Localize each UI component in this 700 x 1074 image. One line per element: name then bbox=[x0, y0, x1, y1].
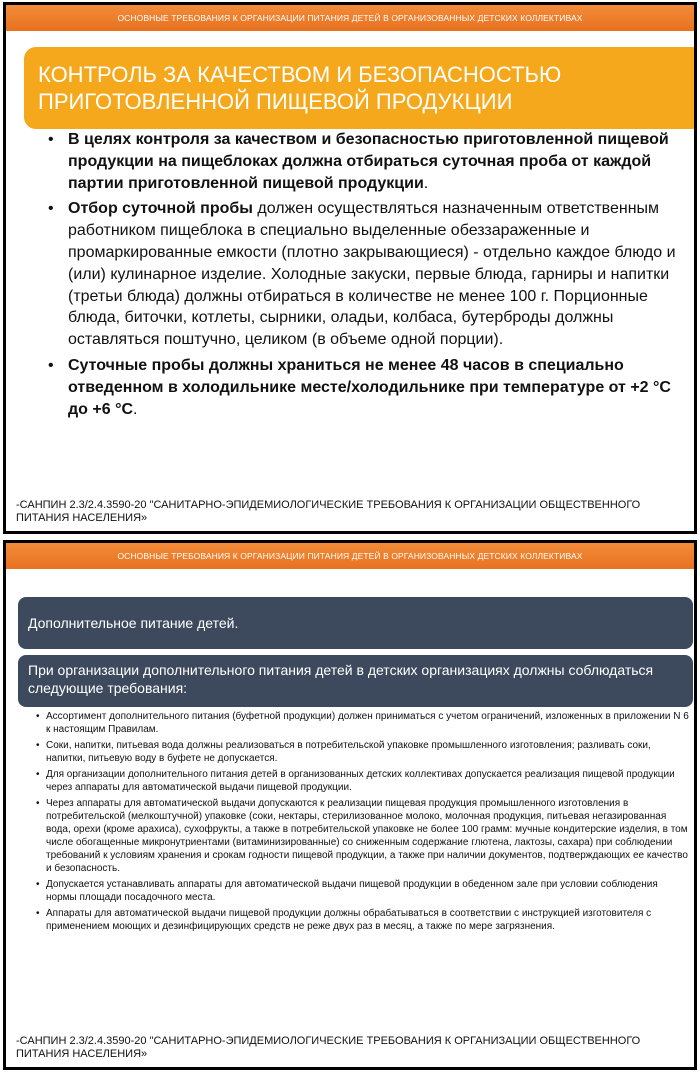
bullet-icon: • bbox=[36, 908, 40, 919]
list-item bbox=[36, 710, 691, 736]
bullet-text: Соки, напитки, питьевая вода должны реализоваться в потребительской упаковке промышленного изготовления; разливать соки, напитки, питьевую воду в буфете не допускается. bbox=[46, 740, 651, 764]
slide-food-quality-control bbox=[3, 2, 697, 534]
list-item bbox=[36, 739, 691, 765]
bullet-bold-text: Суточные пробы должны храниться не менее 48 часов в специально отведенном в холодильнике месте/холодильнике при температуре от +2 °С до +6 °С bbox=[68, 356, 671, 418]
bullet-text: . bbox=[133, 400, 138, 418]
slide-title-box: Дополнительное питание детей. bbox=[18, 597, 693, 649]
bullet-text: Через аппараты для автоматической выдачи допускаются к реализации пищевая продукция промышленного изготовления в потребительской (мелкоштучной) упаковке (соки, нектары, стерилизованное молоко, молочная продукция, питьевая негазированная вода, орехи (кроме арахиса), сухофрукты, а также в потребительской упаковке не более 100 грамм: мучные кондитерские изделия, в том числе обогащенные микронутриентами (витаминизированные) со сниженным содержание глютена, лактозы, сахара) при соблюдении требований к условиям хранения и срокам годности пищевой продукции, а также при наличии документов, подтверждающих ее качество и безопасность. bbox=[46, 798, 688, 874]
bullet-icon: • bbox=[36, 740, 40, 751]
bullet-icon: • bbox=[48, 356, 54, 374]
bullet-text: Для организации дополнительного питания детей в организованных детских коллективах допускается реализация пищевой продукции через аппараты для автоматической выдачи пищевой продукции. bbox=[46, 769, 675, 793]
title-line-2: ПРИГОТОВЛЕННОЙ ПИЩЕВОЙ ПРОДУКЦИИ bbox=[38, 89, 513, 114]
bullet-bold-text: В целях контроля за качеством и безопасностью приготовленной пищевой продукции на пищеблоках должна отбираться суточная проба от каждой партии приготовленной пищевой продукции bbox=[68, 131, 669, 192]
list-item bbox=[46, 129, 688, 194]
list-item bbox=[46, 198, 688, 351]
bullet-icon: • bbox=[48, 200, 54, 218]
slide-header: ОСНОВНЫЕ ТРЕБОВАНИЯ К ОРГАНИЗАЦИИ ПИТАНИЯ ДЕТЕЙ В ОРГАНИЗОВАННЫХ ДЕТСКИХ КОЛЛЕКТИВАХ bbox=[6, 5, 694, 31]
bullet-list bbox=[46, 129, 688, 424]
bullet-list bbox=[36, 710, 691, 936]
bullet-text: Ассортимент дополнительного питания (буфетной продукции) должен приниматься с учетом ограничений, изложенных в приложении N 6 к настоящим Правилам. bbox=[46, 711, 689, 735]
bullet-text: Допускается устанавливать аппараты для автоматической выдачи пищевой продукции в обеденном зале при условии соблюдения нормы площади посадочного места. bbox=[46, 879, 658, 903]
source-citation: -САНПИН 2.3/2.4.3590-20 "САНИТАРНО-ЭПИДЕМИОЛОГИЧЕСКИЕ ТРЕБОВАНИЯ К ОРГАНИЗАЦИИ ОБЩЕСТВЕННОГО ПИТАНИЯ НАСЕЛЕНИЯ» bbox=[16, 1035, 641, 1060]
bullet-bold-text: Отбор суточной пробы bbox=[68, 200, 253, 218]
list-item bbox=[36, 907, 691, 933]
list-item bbox=[36, 768, 691, 794]
bullet-icon: • bbox=[36, 879, 40, 890]
bullet-icon: • bbox=[36, 769, 40, 780]
title-line-1: КОНТРОЛЬ ЗА КАЧЕСТВОМ И БЕЗОПАСНОСТЬЮ bbox=[38, 62, 562, 87]
slide-header: ОСНОВНЫЕ ТРЕБОВАНИЯ К ОРГАНИЗАЦИИ ПИТАНИЯ ДЕТЕЙ В ОРГАНИЗОВАННЫХ ДЕТСКИХ КОЛЛЕКТИВАХ bbox=[6, 543, 694, 569]
source-citation: -САНПИН 2.3/2.4.3590-20 "САНИТАРНО-ЭПИДЕМИОЛОГИЧЕСКИЕ ТРЕБОВАНИЯ К ОРГАНИЗАЦИИ ОБЩЕСТВЕННОГО ПИТАНИЯ НАСЕЛЕНИЯ» bbox=[16, 499, 641, 524]
bullet-icon: • bbox=[36, 798, 40, 809]
list-item bbox=[36, 797, 691, 875]
list-item bbox=[36, 878, 691, 904]
bullet-text: должен осуществляться назначенным ответственным работником пищеблока в специально выделенные обеззараженные и промаркированные емкости (плотно закрывающиеся) - отдельно каждое блюдо и (или) кулинарное изделие. Холодные закуски, первые блюда, гарниры и напитки (третьи блюда) должны отбираться в количестве не менее 100 г. Порционные блюда, биточки, котлеты, сырники, оладьи, колбаса, бутерброды должны оставляться поштучно, целиком (в объеме одной порции). bbox=[68, 200, 676, 349]
list-item bbox=[46, 355, 688, 420]
slide-subtitle-box: При организации дополнительного питания детей в детских организациях должны соблюдаться следующие требования: bbox=[18, 655, 693, 707]
bullet-icon: • bbox=[48, 131, 54, 148]
slide-title bbox=[24, 47, 697, 129]
bullet-text: . bbox=[423, 174, 429, 192]
bullet-icon: • bbox=[36, 711, 40, 722]
bullet-text: Аппараты для автоматической выдачи пищевой продукции должны обрабатываться в соответствии с инструкцией изготовителя с применением моющих и дезинфицирующих средств не реже двух раз в месяц, а также по мере загрязнения. bbox=[46, 908, 652, 932]
slide-additional-nutrition bbox=[3, 540, 697, 1070]
